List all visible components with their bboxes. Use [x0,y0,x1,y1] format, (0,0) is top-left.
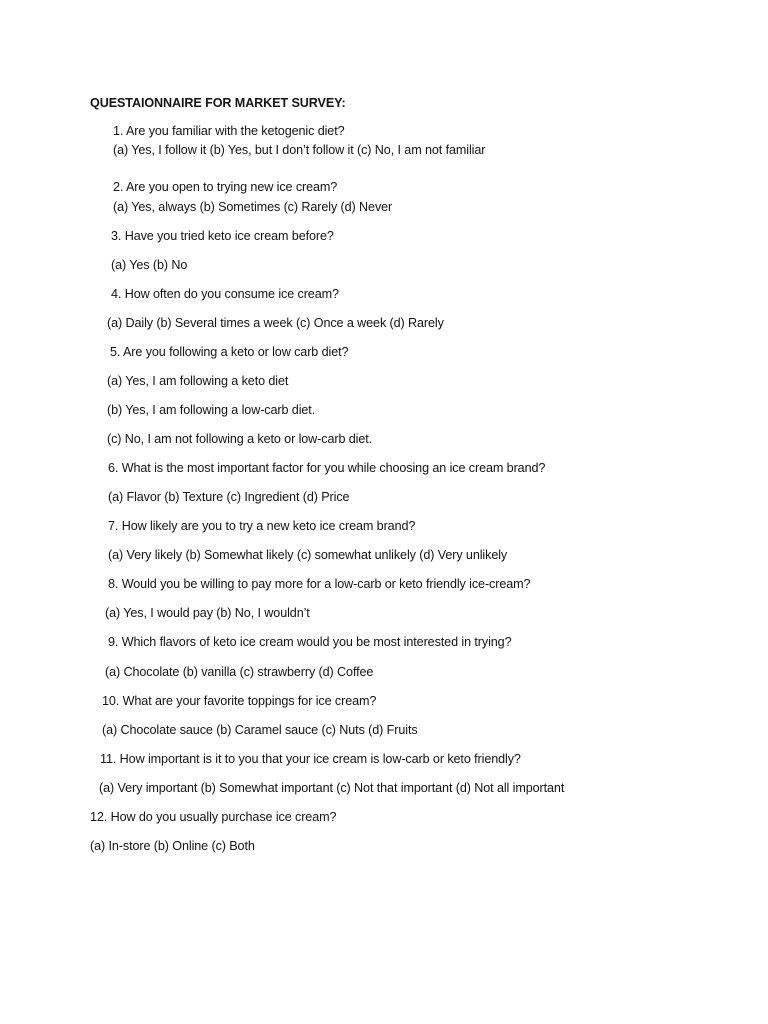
answer-4: (a) Daily (b) Several times a week (c) Once a week (d) Rarely [107,316,444,330]
question-8: 8. Would you be willing to pay more for a low-carb or keto friendly ice-cream? [108,577,531,591]
answer-5a: (a) Yes, I am following a keto diet [107,374,289,388]
question-10: 10. What are your favorite toppings for ice cream? [102,694,377,708]
question-9: 9. Which flavors of keto ice cream would you be most interested in trying? [108,635,512,649]
document-title: QUESTAIONNAIRE FOR MARKET SURVEY: [90,96,346,110]
question-3: 3. Have you tried keto ice cream before? [111,229,334,243]
answer-10: (a) Chocolate sauce (b) Caramel sauce (c) Nuts (d) Fruits [102,723,418,737]
question-12: 12. How do you usually purchase ice cream? [90,810,337,824]
question-1: 1. Are you familiar with the ketogenic diet? [113,124,345,138]
answer-12: (a) In-store (b) Online (c) Both [90,839,255,853]
question-5: 5. Are you following a keto or low carb diet? [110,345,349,359]
answer-7: (a) Very likely (b) Somewhat likely (c) somewhat unlikely (d) Very unlikely [108,548,508,562]
question-7: 7. How likely are you to try a new keto ice cream brand? [108,519,416,533]
answer-5b: (b) Yes, I am following a low-carb diet. [107,403,316,417]
answer-5c: (c) No, I am not following a keto or low-carb diet. [107,432,373,446]
answer-3: (a) Yes (b) No [111,258,188,272]
answer-9: (a) Chocolate (b) vanilla (c) strawberry (d) Coffee [105,665,374,679]
question-6: 6. What is the most important factor for you while choosing an ice cream brand? [108,461,546,475]
answer-6: (a) Flavor (b) Texture (c) Ingredient (d) Price [108,490,350,504]
answer-1: (a) Yes, I follow it (b) Yes, but I don’t follow it (c) No, I am not familiar [113,143,486,157]
answer-11: (a) Very important (b) Somewhat important (c) Not that important (d) Not all important [99,781,565,795]
question-4: 4. How often do you consume ice cream? [111,287,339,301]
question-11: 11. How important is it to you that your ice cream is low-carb or keto friendly? [100,752,521,766]
question-2: 2. Are you open to trying new ice cream? [113,180,338,194]
answer-2: (a) Yes, always (b) Sometimes (c) Rarely (d) Never [113,200,393,214]
answer-8: (a) Yes, I would pay (b) No, I wouldn’t [105,606,310,620]
